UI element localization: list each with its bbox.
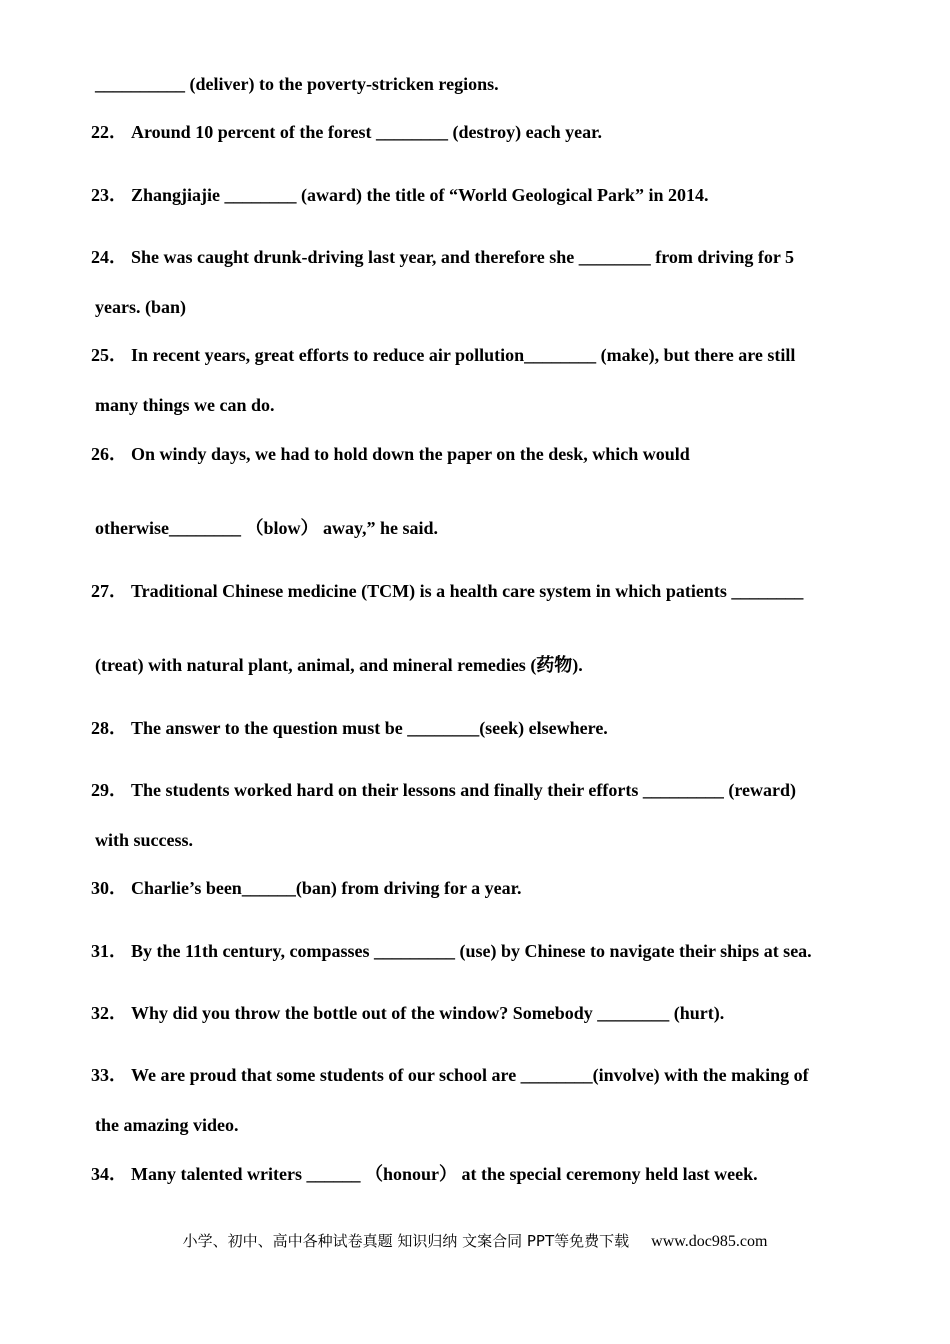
question-23 bbox=[91, 184, 708, 206]
question-text: with success. bbox=[95, 830, 193, 850]
question-30 bbox=[91, 877, 521, 899]
question-27-continuation bbox=[91, 654, 583, 676]
question-text: By the 11th century, compasses _________ (use) by Chinese to navigate their ships at sea. bbox=[131, 941, 812, 961]
question-line-continuation bbox=[91, 73, 499, 95]
question-27 bbox=[91, 580, 803, 602]
question-29 bbox=[91, 779, 796, 801]
footer-site-link[interactable]: www.doc985.com bbox=[651, 1233, 768, 1250]
question-number: 27． bbox=[91, 581, 127, 601]
question-34 bbox=[91, 1163, 758, 1185]
question-32 bbox=[91, 1002, 724, 1024]
question-26-continuation bbox=[91, 517, 438, 539]
question-text: We are proud that some students of our school are ________(involve) with the making of bbox=[131, 1065, 809, 1085]
question-text: Traditional Chinese medicine (TCM) is a health care system in which patients ________ bbox=[131, 581, 804, 601]
question-22 bbox=[91, 121, 602, 143]
question-number: 30． bbox=[91, 878, 127, 898]
question-text: Many talented writers ______ （honour） at the special ceremony held last week. bbox=[131, 1164, 758, 1184]
question-text: Charlie’s been______(ban) from driving for a year. bbox=[131, 878, 522, 898]
question-number: 24． bbox=[91, 247, 127, 267]
question-24-continuation bbox=[91, 296, 186, 318]
question-text: Around 10 percent of the forest ________ (destroy) each year. bbox=[131, 122, 602, 142]
question-29-continuation bbox=[91, 829, 193, 851]
question-text: The students worked hard on their lessons and finally their efforts _________ (reward) bbox=[131, 780, 797, 800]
question-text: Zhangjiajie ________ (award) the title of “World Geological Park” in 2014. bbox=[131, 185, 709, 205]
question-number: 25． bbox=[91, 345, 127, 365]
question-33 bbox=[91, 1064, 809, 1086]
question-text: otherwise________ （blow） away,” he said. bbox=[95, 518, 439, 538]
question-number: 26． bbox=[91, 444, 127, 464]
question-25-continuation bbox=[91, 394, 275, 416]
question-number: 34． bbox=[91, 1164, 127, 1184]
question-25 bbox=[91, 344, 795, 366]
question-text: She was caught drunk-driving last year, and therefore she ________ from driving for 5 bbox=[131, 247, 795, 267]
question-number: 29． bbox=[91, 780, 127, 800]
question-text: the amazing video. bbox=[95, 1115, 239, 1135]
question-text: __________ (deliver) to the poverty-stricken regions. bbox=[95, 74, 499, 94]
question-text: On windy days, we had to hold down the paper on the desk, which would bbox=[131, 444, 690, 464]
question-number: 22． bbox=[91, 122, 127, 142]
question-number: 31． bbox=[91, 941, 127, 961]
question-number: 32． bbox=[91, 1003, 127, 1023]
question-31 bbox=[91, 940, 812, 962]
footer-text: 小学、初中、高中各种试卷真题 知识归纳 文案合同 PPT等免费下载 bbox=[182, 1232, 630, 1250]
question-text: (treat) with natural plant, animal, and mineral remedies (药物). bbox=[95, 655, 583, 675]
question-33-continuation bbox=[91, 1114, 239, 1136]
question-28 bbox=[91, 717, 608, 739]
question-number: 23． bbox=[91, 185, 127, 205]
question-number: 33． bbox=[91, 1065, 127, 1085]
question-text: Why did you throw the bottle out of the window? Somebody ________ (hurt). bbox=[131, 1003, 725, 1023]
question-24 bbox=[91, 246, 794, 268]
page-footer bbox=[0, 1230, 950, 1251]
question-number: 28． bbox=[91, 718, 127, 738]
question-text: The answer to the question must be ________(seek) elsewhere. bbox=[131, 718, 608, 738]
question-26 bbox=[91, 443, 690, 465]
question-text: many things we can do. bbox=[95, 395, 275, 415]
question-text: years. (ban) bbox=[95, 297, 186, 317]
question-text: In recent years, great efforts to reduce air pollution________ (make), but there are still bbox=[131, 345, 796, 365]
